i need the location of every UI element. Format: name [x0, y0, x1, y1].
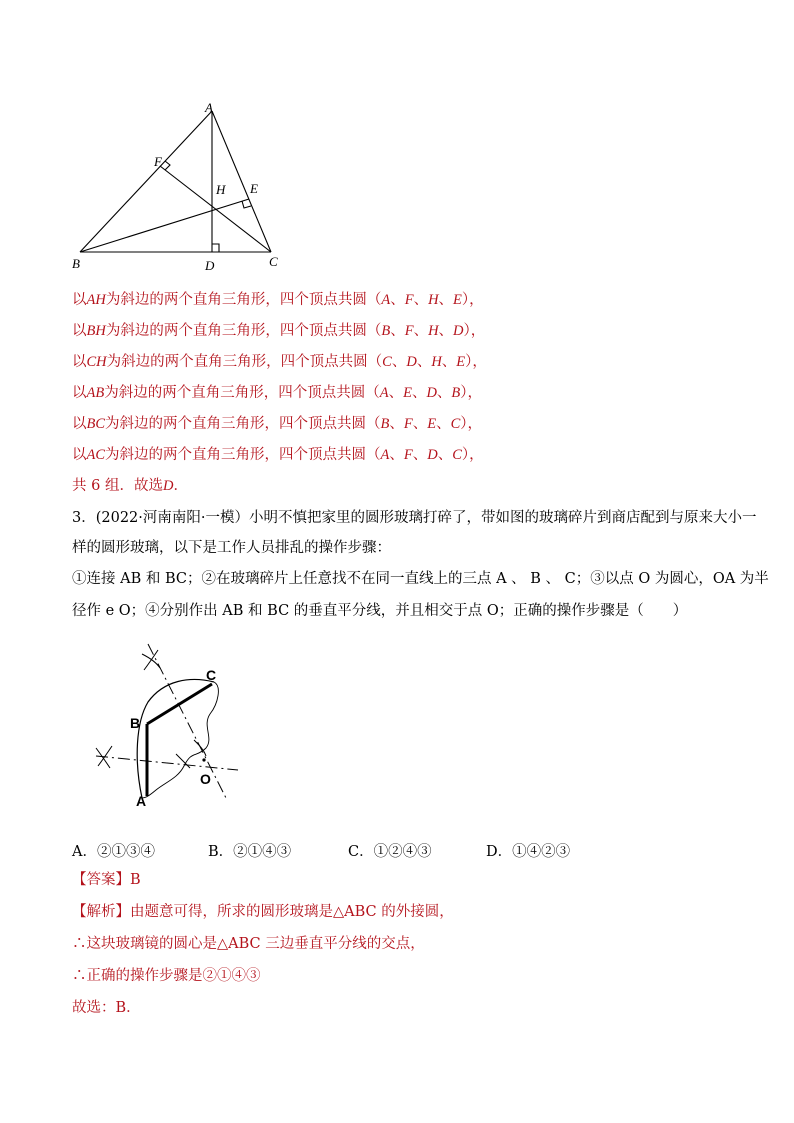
- question-line-3: ①连接 AB 和 BC；②在玻璃碎片上任意找不在同一直线上的三点 A 、 B 、 C；③以点 O 为圆心，OA 为半: [72, 571, 769, 587]
- option-d[interactable]: [486, 840, 570, 861]
- solution-p1: B: [381, 323, 391, 339]
- option-c-text: ①②④③: [373, 844, 432, 860]
- separator: 、: [388, 385, 404, 401]
- solution-p3: E: [427, 416, 437, 432]
- solution-p1: A: [380, 447, 390, 463]
- separator: 、: [389, 447, 404, 463]
- solution-suffix: 为斜边的两个直角三角形，四个顶点共圆（: [105, 416, 381, 432]
- label-c: C: [269, 254, 278, 269]
- solution-p4: C: [450, 416, 461, 432]
- solution-p2: F: [403, 447, 413, 463]
- analysis-line-4: 故选：B．: [72, 1000, 141, 1016]
- label-fig2-o: O: [200, 771, 211, 787]
- arc-mark-mid2: [194, 740, 206, 756]
- solution-p4: C: [452, 447, 462, 463]
- solution-p4: B: [451, 385, 461, 401]
- altitude-cf: [160, 166, 271, 252]
- question-line-2: 样的圆形玻璃，以下是工作人员排乱的操作步骤：: [72, 540, 391, 556]
- solution-p2: F: [403, 416, 413, 432]
- total-text: 共 6 组．故选: [72, 478, 163, 494]
- solution-suffix: 为斜边的两个直角三角形，四个顶点共圆（: [105, 292, 382, 308]
- option-c-key: C．: [348, 844, 374, 860]
- solution-seg: BC: [86, 416, 106, 432]
- solution-end: ），: [461, 447, 484, 463]
- total-line: [72, 476, 188, 496]
- label-fig2-b: B: [130, 715, 141, 731]
- separator: 、: [416, 354, 432, 370]
- solution-prefix: 以: [72, 323, 87, 339]
- separator: 、: [391, 354, 407, 370]
- separator: 、: [411, 385, 427, 401]
- solution-end: ），: [463, 323, 486, 339]
- label-d: D: [205, 258, 215, 273]
- label-b: B: [72, 256, 80, 271]
- solution-seg: CH: [86, 354, 107, 370]
- arc-mark-mid1: [176, 754, 190, 768]
- right-angle-f: [165, 161, 170, 170]
- label-fig2-a: A: [136, 793, 147, 809]
- solution-p3: D: [427, 447, 438, 463]
- total-choice: D: [162, 478, 174, 494]
- option-a-key: A．: [72, 844, 97, 860]
- solution-prefix: 以: [72, 292, 87, 308]
- analysis-line-3: ∴正确的操作步骤是②①④③: [72, 968, 261, 984]
- solution-seg: AC: [86, 447, 106, 463]
- separator: 、: [389, 416, 404, 432]
- separator: 、: [413, 292, 429, 308]
- solution-p2: F: [404, 323, 414, 339]
- solution-suffix: 为斜边的两个直角三角形，四个顶点共圆（: [104, 385, 380, 401]
- solution-seg: AB: [86, 385, 105, 401]
- option-c[interactable]: [348, 840, 432, 861]
- solution-p3: H: [428, 323, 439, 339]
- solution-prefix: 以: [72, 416, 87, 432]
- solution-p2: F: [404, 292, 414, 308]
- arc-mark-left: [96, 746, 112, 768]
- answer-line: [72, 870, 141, 890]
- point-o: [202, 758, 205, 761]
- analysis-text-1: 由题意可得，所求的圆形玻璃是△ABC 的外接圆，: [130, 904, 454, 920]
- question-line-1: 3．(2022·河南南阳·一模）小明不慎把家里的圆形玻璃打碎了，带如图的玻璃碎片到商店配到与原来大小一: [72, 510, 757, 526]
- chord-bc: [147, 684, 212, 724]
- analysis-line-1: [72, 902, 454, 922]
- separator: 、: [438, 323, 454, 339]
- solution-suffix: 为斜边的两个直角三角形，四个顶点共圆（: [105, 323, 382, 339]
- separator: 、: [436, 416, 451, 432]
- option-a[interactable]: [72, 840, 155, 861]
- label-e: E: [250, 181, 258, 196]
- solution-seg: AH: [86, 292, 106, 308]
- separator: 、: [412, 416, 428, 432]
- separator: 、: [436, 385, 452, 401]
- separator: 、: [412, 447, 428, 463]
- solution-p1: A: [379, 385, 389, 401]
- option-b-text: ②①④③: [233, 844, 292, 860]
- solution-line: [72, 414, 482, 434]
- solution-p2: D: [406, 354, 417, 370]
- solution-line: [72, 290, 484, 310]
- solution-seg: BH: [86, 323, 106, 339]
- option-b-key: B．: [208, 844, 234, 860]
- triangle-altitudes-figure: [66, 98, 296, 276]
- label-f: F: [154, 154, 162, 169]
- arc-mark-top: [142, 650, 160, 670]
- separator: 、: [390, 323, 405, 339]
- option-d-text: ①④②③: [512, 844, 571, 860]
- question-line-4: 径作 e O；④分别作出 AB 和 BC 的垂直平分线，并且相交于点 O；正确的操作步骤是（ ）: [72, 603, 688, 619]
- analysis-tag: 【解析】: [72, 904, 130, 920]
- label-fig2-c: C: [206, 667, 217, 683]
- solution-p1: C: [382, 354, 392, 370]
- separator: 、: [438, 292, 454, 308]
- right-angle-d: [212, 244, 219, 252]
- solution-end: ），: [461, 292, 484, 308]
- solution-p2: E: [403, 385, 412, 401]
- solution-p4: E: [453, 292, 462, 308]
- answer-value: B: [130, 872, 141, 888]
- label-a: A: [205, 100, 213, 115]
- answer-tag: 【答案】: [72, 872, 130, 888]
- option-a-text: ②①③④: [96, 844, 155, 860]
- solution-end: ），: [460, 416, 483, 432]
- total-end: ．: [173, 478, 188, 494]
- solution-suffix: 为斜边的两个直角三角形，四个顶点共圆（: [106, 354, 383, 370]
- glass-fragment-figure: [86, 640, 256, 810]
- solution-p4: D: [453, 323, 464, 339]
- separator: 、: [413, 323, 429, 339]
- solution-prefix: 以: [72, 354, 87, 370]
- option-d-key: D．: [486, 844, 513, 860]
- solution-p4: E: [456, 354, 466, 370]
- solution-line: [72, 445, 484, 465]
- solution-prefix: 以: [72, 385, 87, 401]
- option-b[interactable]: [208, 840, 291, 861]
- solution-p1: A: [381, 292, 391, 308]
- solution-line: [72, 383, 482, 403]
- analysis-line-2: ∴这块玻璃镜的圆心是△ABC 三边垂直平分线的交点，: [72, 936, 425, 952]
- solution-prefix: 以: [72, 447, 87, 463]
- solution-p1: B: [380, 416, 390, 432]
- label-h: H: [216, 182, 226, 197]
- solution-p3: D: [426, 385, 437, 401]
- solution-end: ），: [460, 385, 483, 401]
- solution-suffix: 为斜边的两个直角三角形，四个顶点共圆（: [105, 447, 381, 463]
- separator: 、: [441, 354, 457, 370]
- solution-line: [72, 321, 485, 341]
- solution-end: ），: [465, 354, 487, 370]
- separator: 、: [437, 447, 453, 463]
- solution-p3: H: [428, 292, 439, 308]
- separator: 、: [390, 292, 405, 308]
- solution-line: [72, 352, 487, 372]
- bisector-ab: [96, 756, 238, 770]
- solution-p3: H: [431, 354, 442, 370]
